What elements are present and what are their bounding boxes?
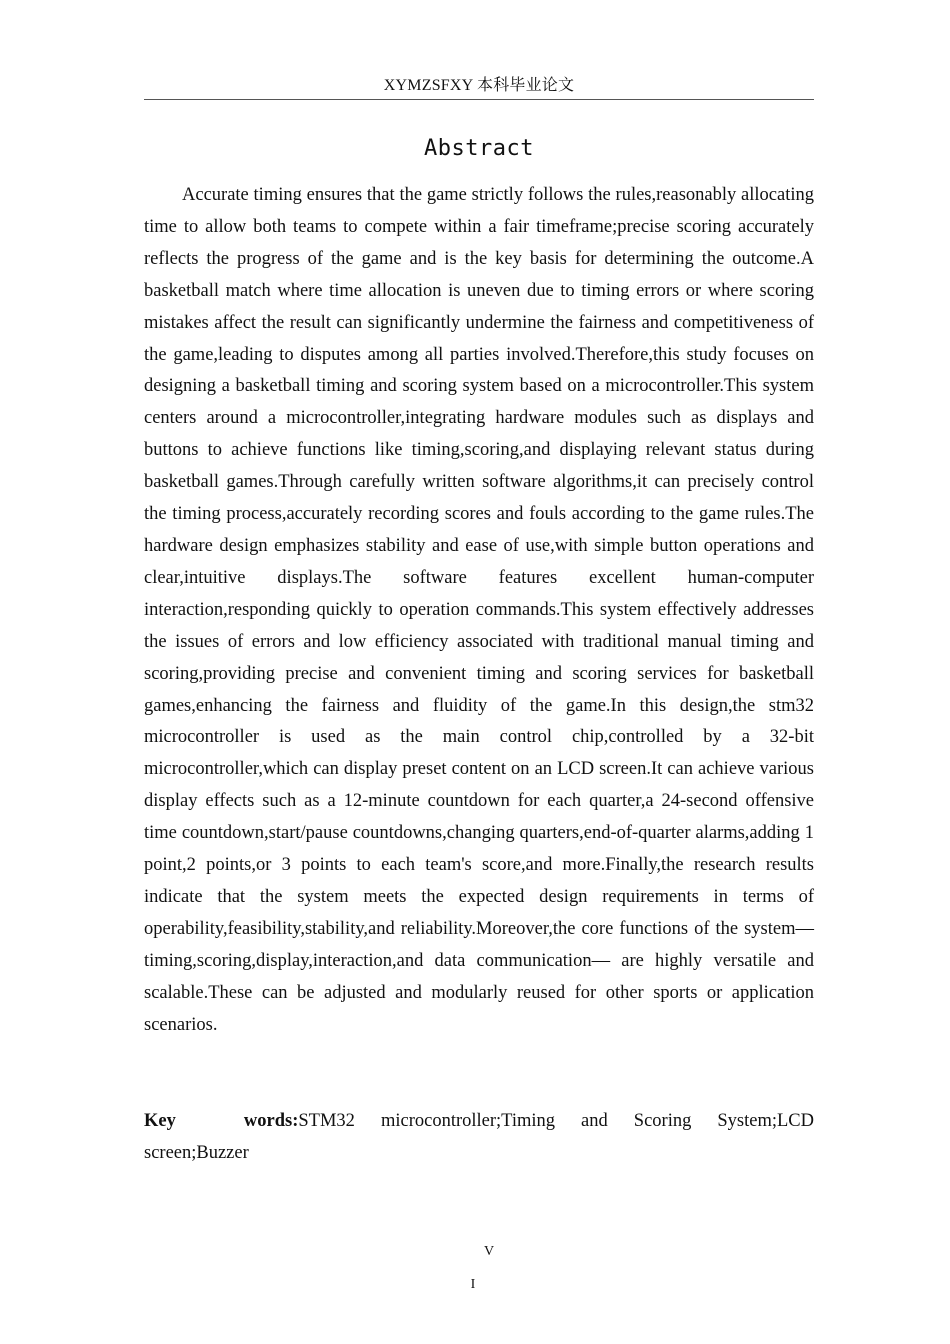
page-header: XYMZSFXY 本科毕业论文 — [383, 77, 575, 94]
keywords-text: STM32 microcontroller;Timing and Scoring System;LCD screen;Buzzer — [144, 1111, 814, 1163]
keywords-label: Key words: — [144, 1111, 299, 1131]
abstract-paragraph: Accurate timing ensures that the game strictly follows the rules,reasonably allocating time to allow both teams to compete within a fair timeframe;precise scoring accurately reflects the progress of the game and is the key basis for determining the outcome.A basketball match where time allocation is uneven due to timing errors or where scoring mistakes affect the result can significantly undermine the fairness and competitiveness of the game,leading to disputes among all parties involved.Therefore,this study focuses on designing a basketball timing and scoring system based on a microcontroller.This system centers around a microcontroller,integrating hardware modules such as displays and buttons to achieve functions like timing,scoring,and displaying relevant status during basketball games.Through carefully written software algorithms,it can precisely control the timing process,accurately recording scores and fouls according to the game rules.The hardware design emphasizes stability and ease of use,with simple button operations and clear,intuitive displays.The software features excellent human-computer interaction,responding quickly to operation commands.This system effectively addresses the issues of errors and low efficiency associated with traditional manual timing and scoring,providing precise and convenient timing and scoring services for basketball games,enhancing the fairness and fluidity of the game.In this design,the stm32 microcontroller is used as the main control chip,controlled by a 32-bit microcontroller,which can display preset content on an LCD screen.It can achieve various display effects such as a 12-minute countdown for each quarter,a 24-second offensive time countdown,start/pause countdowns,changing quarters,end-of-quarter alarms,adding 1 point,2 points,or 3 points to each team's score,and more.Finally,the research results indicate that the system meets the expected design requirements in terms of operability,feasibility,stability,and reliability.Moreover,the core functions of the system— timing,scoring,display,interaction,and data communication— are highly versatile and scalable.These can be adjusted and modularly reused for other sports or application scenarios. — [144, 185, 814, 1035]
keywords-line — [144, 1106, 814, 1169]
page-title: Abstract — [424, 136, 534, 161]
page-number-roman: V — [483, 1244, 495, 1259]
page-number-secondary: I — [470, 1277, 476, 1292]
header-divider — [144, 99, 814, 100]
